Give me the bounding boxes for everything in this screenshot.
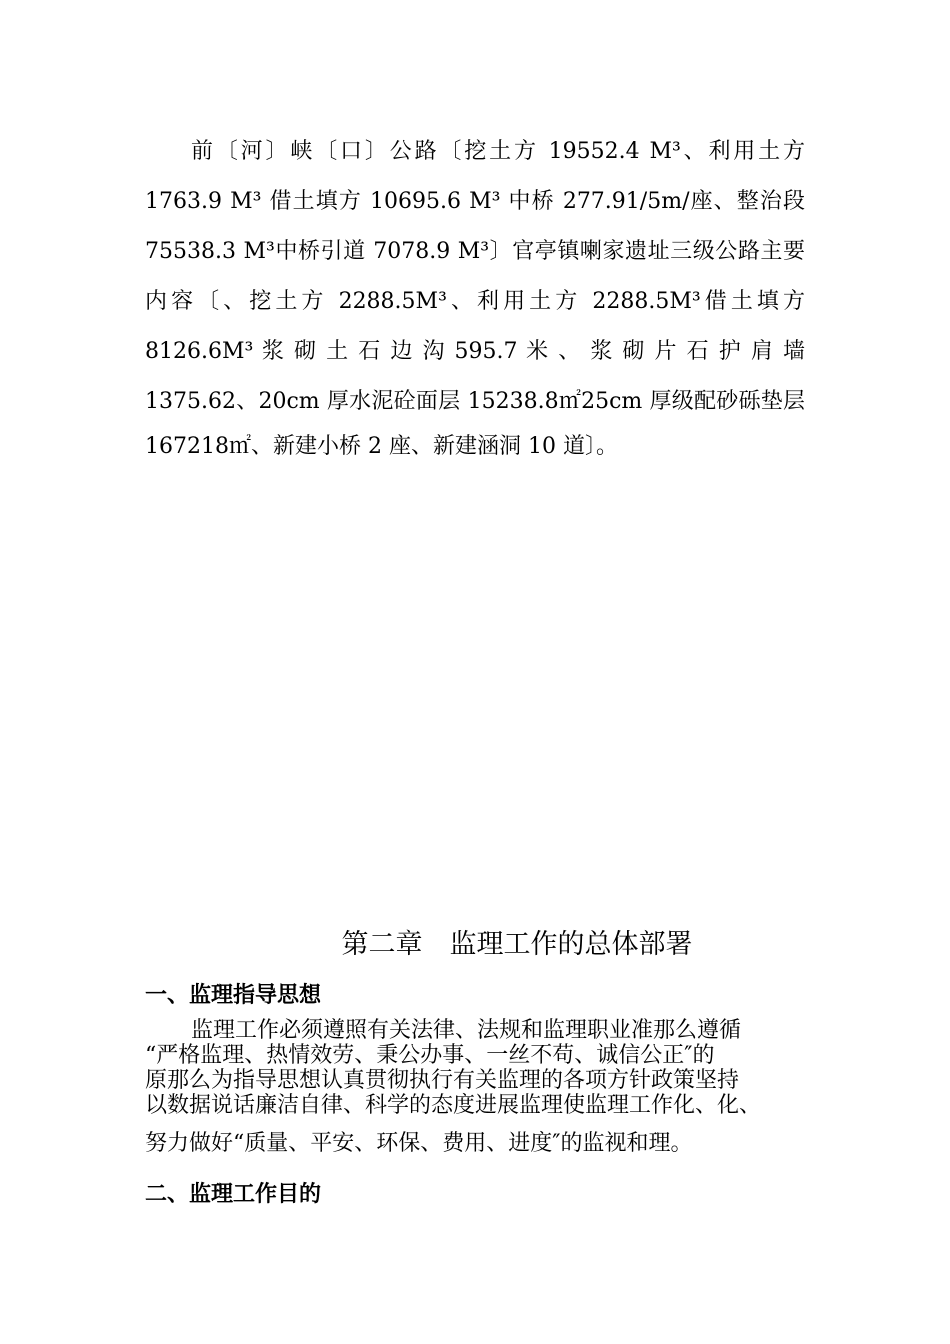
paragraph-line: 原那么为指导思想认真贯彻执行有关监理的各项方针政策坚持 <box>145 1068 740 1093</box>
paragraph-line: 努力做好“质量、平安、环保、费用、进度″的监视和理。 <box>145 1131 693 1156</box>
section-heading-guiding-ideology: 一、监理指导思想 <box>145 983 322 1008</box>
chapter-title: 第二章 监理工作的总体部署 <box>341 929 693 960</box>
paragraph-line: 75538.3 M³中桥引道 7078.9 M³〕官亭镇喇家遗址三级公路主要 <box>145 239 805 264</box>
paragraph-line: 1763.9 M³ 借土填方 10695.6 M³ 中桥 277.91/5m/座、整治段 <box>145 189 805 214</box>
section-heading-work-objectives: 二、监理工作目的 <box>145 1182 322 1207</box>
paragraph-line: 监理工作必须遵照有关法律、法规和监理职业准那么遵循 <box>191 1018 742 1043</box>
paragraph-line: 以数据说话廉洁自律、科学的态度进展监理使监理工作化、化、 <box>145 1093 762 1118</box>
paragraph-line: 1375.62、20cm 厚水泥砼面层 15238.8㎡25cm 厚级配砂砾垫层 <box>145 389 805 414</box>
guiding-ideology-paragraph <box>145 1018 807 1156</box>
paragraph-line: “严格监理、热情效劳、秉公办事、一丝不苟、诚信公正″的 <box>145 1043 715 1068</box>
paragraph-line: 内容〔、挖土方 2288.5M³、利用土方 2288.5M³借土填方 <box>145 289 805 314</box>
paragraph-line: 前〔河〕峡〔口〕公路〔挖土方 19552.4 M³、利用土方 <box>191 139 805 164</box>
paragraph-line: 8126.6M³ 浆 砌 土 石 边 沟 595.7 米 、 浆 砌 片 石 护 肩 墙 <box>145 339 805 364</box>
project-scope-paragraph <box>145 127 805 467</box>
paragraph-line: 167218㎡、新建小桥 2 座、新建涵洞 10 道〕。 <box>145 434 618 459</box>
